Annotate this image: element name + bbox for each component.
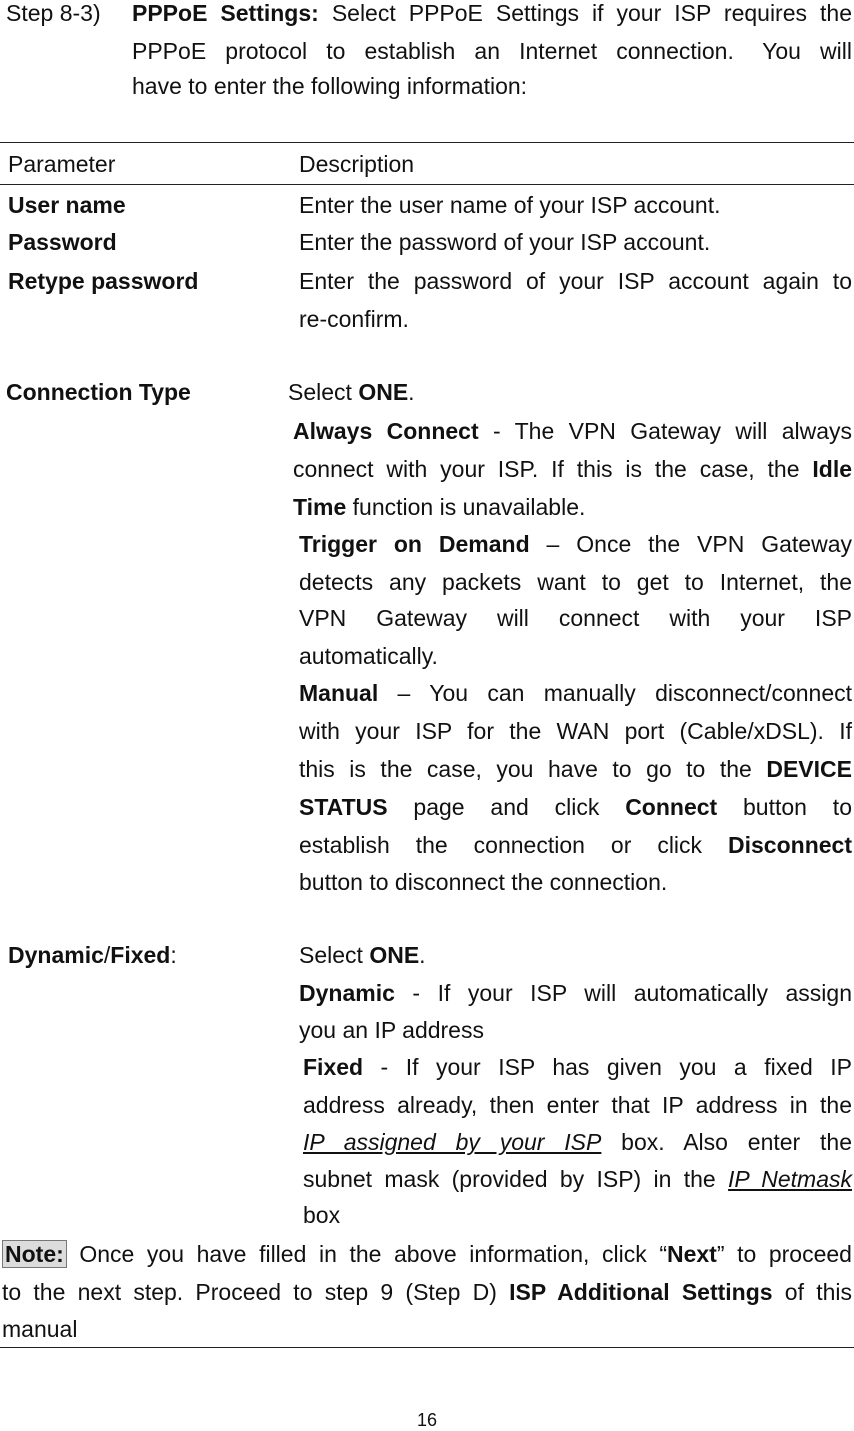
trigger-line3: VPN Gateway will connect with your ISP [299,605,852,631]
connection-type-select: Select ONE. [288,379,415,405]
dynamic-line2: you an IP address [299,1017,484,1043]
dynamic-line1: Dynamic - If your ISP will automatically assign [299,980,852,1006]
param-user-name: User name [8,192,126,218]
desc-user-name: Enter the user name of your ISP account. [299,192,721,218]
step-label: Step 8-3) [6,0,101,26]
fixed-line5: box [303,1202,341,1228]
manual-line2: with your ISP for the WAN port (Cable/xDSL). If [299,718,852,744]
trigger-line2: detects any packets want to get to Internet, the [299,569,852,595]
fixed-line2: address already, then enter that IP address in the [303,1092,852,1118]
always-connect-line1: Always Connect - The VPN Gateway will always [293,418,853,444]
note-line1: Note: Once you have filled in the above information, click “Next” to proceed [2,1235,852,1273]
page-number: 16 [416,1410,438,1430]
note-line3: manual [2,1316,78,1342]
ip-netmask-field-ref: IP Netmask [728,1166,852,1192]
desc-password: Enter the password of your ISP account. [299,229,711,255]
manual-line5: establish the connection or click Disconnect [299,832,852,858]
trigger-line1: Trigger on Demand – Once the VPN Gateway [299,531,852,557]
column-header-description: Description [299,151,415,177]
manual-line6: button to disconnect the connection. [299,869,668,895]
manual-line3: this is the case, you have to go to the DEVICE [299,756,852,782]
dynamic-fixed-select: Select ONE. [299,942,426,968]
manual-line1: Manual – You can manually disconnect/connect [299,680,852,706]
connection-type-label: Connection Type [6,379,191,405]
step-intro-line3: have to enter the following information: [132,73,528,99]
column-header-parameter: Parameter [8,151,116,177]
always-connect-line2: connect with your ISP. If this is the case, the Idle [293,456,852,482]
trigger-line4: automatically. [299,643,438,669]
fixed-line4: subnet mask (provided by ISP) in the IP Netmask [303,1166,852,1192]
ip-assigned-field-ref: IP assigned by your ISP [303,1129,602,1155]
table-header-rule [0,184,854,185]
param-password: Password [8,229,117,255]
fixed-line3: IP assigned by your ISP box. Also enter the [303,1129,852,1155]
fixed-line1: Fixed - If your ISP has given you a fixed IP [303,1054,852,1080]
desc-retype-password-line2: re-confirm. [299,306,409,332]
table-top-rule [0,142,854,143]
footer-rule [0,1347,854,1348]
step-intro-line1: PPPoE Settings: Select PPPoE Settings if your ISP requires the [132,0,852,26]
dynamic-fixed-label: Dynamic/Fixed: [8,942,177,968]
always-connect-line3: Time function is unavailable. [293,494,586,520]
step-intro-line2: PPPoE protocol to establish an Internet connection. You will [132,38,852,64]
step-title: PPPoE Settings: [132,0,319,26]
note-line2: to the next step. Proceed to step 9 (Step D) ISP Additional Settings of this [2,1279,852,1305]
param-retype-password: Retype password [8,268,199,294]
manual-line4: STATUS page and click Connect button to [299,794,852,820]
desc-retype-password-line1: Enter the password of your ISP account again to [299,268,852,294]
note-badge: Note: [2,1240,67,1268]
